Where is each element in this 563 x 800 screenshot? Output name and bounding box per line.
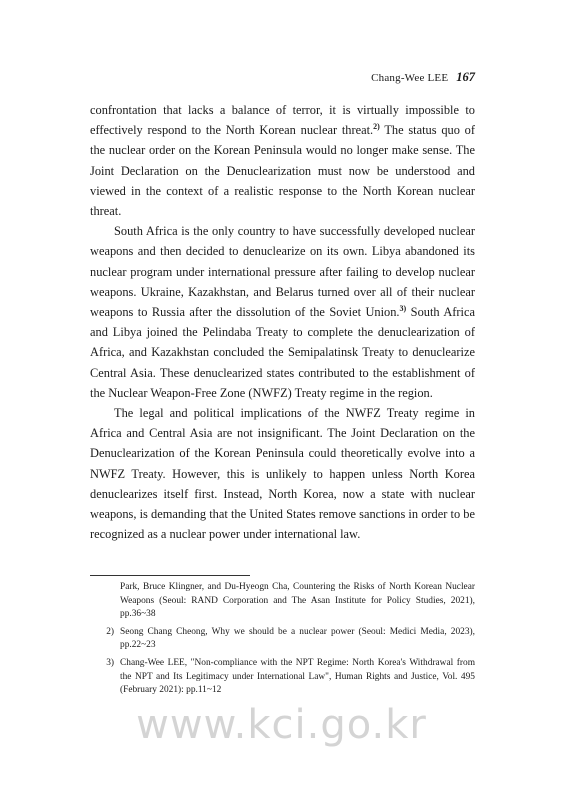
- footnote: [90, 657, 475, 698]
- paragraph-text: The legal and political implications of the NWFZ Treaty regime in Africa and Central Asia are not insignificant. The Joint Declaration on the Denuclearization of the Korean Peninsula could theoretically evolve into a NWFZ Treaty. However, this is unlikely to happen unless North Korea denuclearizes itself first. Instead, North Korea, now a state with nuclear weapons, is demanding that the United States remove sanctions in order to be recognized as a nuclear power under international law.: [90, 406, 475, 542]
- watermark: www.kci.go.kr: [136, 702, 427, 748]
- running-header-author: Chang-Wee LEE: [371, 72, 449, 84]
- footnote-ref[interactable]: 3): [399, 304, 407, 314]
- footnotes: [90, 581, 475, 702]
- footnote-text: Chang-Wee LEE, "Non-compliance with the NPT Regime: North Korea's Withdrawal from the NPT and Its Legitimacy under International Law", Human Rights and Justice, Vol. 495 (February 2021): pp.11~12: [120, 657, 475, 696]
- footnote-number: 3): [106, 657, 114, 668]
- footnote-ref[interactable]: 2): [373, 122, 380, 132]
- paragraph-text: South Africa is the only country to have successfully developed nuclear weapons and then decided to denuclearize on its own. Libya abandoned its nuclear program under international pressure after failing to develop nuclear weapons. Ukraine, Kazakhstan, and Belarus turned over all of their nuclear weapons to Russia after the dissolution of the Soviet Union.: [90, 224, 475, 320]
- page-number: 167: [456, 70, 475, 84]
- paragraph-text: South Africa and Libya joined the Pelindaba Treaty to complete the denuclearization of Africa, and Kazakhstan concluded the Semipalatinsk Treaty to denuclearize Central Asia. These denuclearized states contributed to the establishment of the Nuclear Weapon-Free Zone (NWFZ) Treaty regime in the region.: [90, 305, 476, 400]
- footnote-text: Park, Bruce Klingner, and Du-Hyeogn Cha, Countering the Risks of North Korean Nuclear Weapons (Seoul: RAND Corporation and The Asan Institute for Policy Studies, 2021), pp.36~38: [120, 582, 475, 620]
- body-paragraph: [90, 221, 475, 403]
- footnote: [90, 581, 475, 622]
- body-paragraph: [90, 403, 475, 544]
- body-paragraph: [90, 100, 475, 221]
- footnote-text: Seong Chang Cheong, Why we should be a nuclear power (Seoul: Medici Media, 2023), pp.22~23: [120, 626, 475, 651]
- footnote: [90, 626, 475, 653]
- body-text: [90, 100, 475, 544]
- footnote-separator: [90, 575, 250, 576]
- running-header: [371, 70, 475, 85]
- paragraph-text: confrontation that lacks a balance of terror, it is virtually impossible to effectively respond to the North Korean nuclear threat.: [90, 103, 475, 138]
- footnote-number: 2): [106, 626, 114, 637]
- paragraph-text: The status quo of the nuclear order on the Korean Peninsula would no longer make sense. The Joint Declaration on the Denuclearization must now be understood and viewed in the context of a realistic response to the North Korean nuclear threat.: [90, 123, 475, 219]
